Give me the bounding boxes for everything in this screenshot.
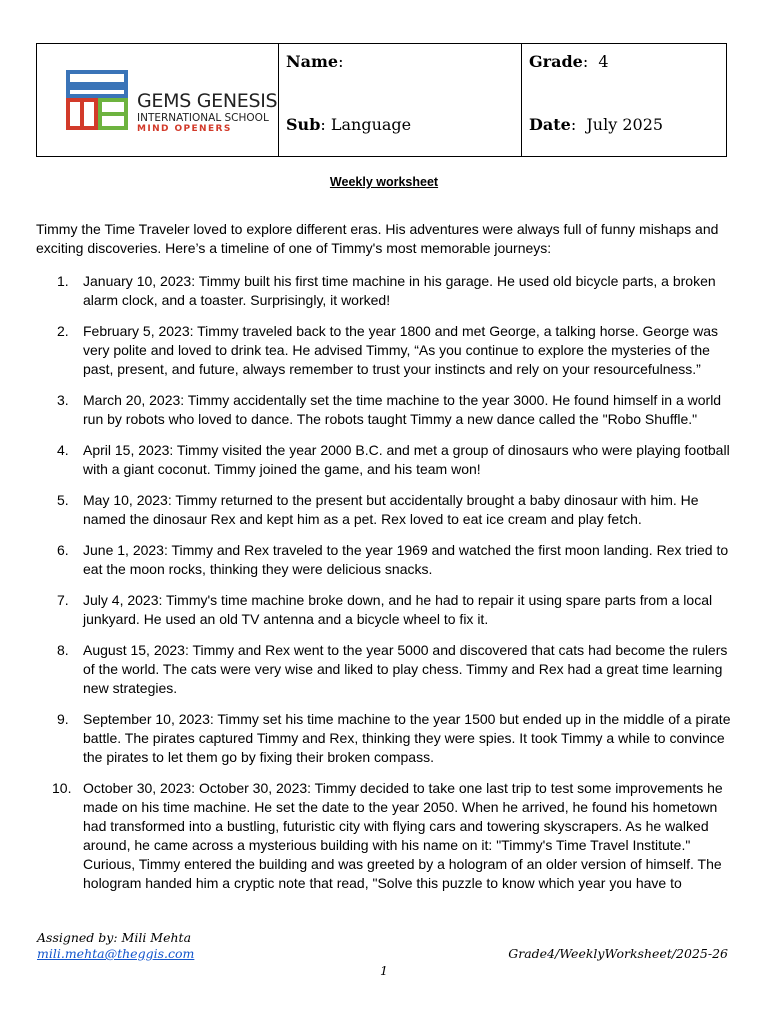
list-number: 10. <box>52 780 72 796</box>
list-number: 6. <box>57 542 69 558</box>
grade-label: Grade <box>529 52 583 71</box>
list-item <box>36 779 731 893</box>
logo-tagline: MIND OPENERS <box>137 124 232 134</box>
date-value: July 2025 <box>586 115 664 134</box>
subject-field: Sub: Language <box>286 115 412 134</box>
worksheet-title: Weekly worksheet <box>329 175 439 189</box>
list-number: 2. <box>57 323 69 339</box>
list-text: February 5, 2023: Timmy traveled back to the year 1800 and met George, a talking horse. George was very polite and loved to drink tea. He advised Timmy, “As you continue to explore the mysteries of the past, present, and future, always remember to trust your instincts and rely on your resourcefulness.” <box>83 323 719 377</box>
list-text: September 10, 2023: Timmy set his time machine to the year 1500 but ended up in the middle of a pirate battle. The pirates captured Timmy and Rex, thinking they were spies. It took Timmy a while to convince the pirates to let them go by fixing their broken compass. <box>83 711 731 765</box>
list-item <box>36 710 731 767</box>
logo-name: GEMS GENESIS <box>137 90 278 112</box>
teacher-email-link[interactable]: mili.mehta@theggis.com <box>37 946 195 961</box>
list-text: March 20, 2023: Timmy accidentally set the time machine to the year 3000. He found himself in a world run by robots who loved to dance. The robots taught Timmy a new dance called the "Robo Shuffle." <box>83 392 722 427</box>
worksheet-code: Grade4/WeeklyWorksheet/2025-26 <box>508 946 728 961</box>
date-field: Date: July 2025 <box>529 115 664 134</box>
list-item <box>36 541 731 579</box>
timeline-list <box>36 272 731 905</box>
list-number: 7. <box>57 592 69 608</box>
grade-value: 4 <box>598 52 609 71</box>
list-item <box>36 272 731 310</box>
name-sub-cell <box>279 44 522 156</box>
list-item <box>36 491 731 529</box>
list-item <box>36 391 731 429</box>
name-field: Name: <box>286 52 344 71</box>
sub-label: Sub <box>286 115 321 134</box>
list-number: 8. <box>57 642 69 658</box>
grade-date-cell <box>522 44 726 156</box>
list-item <box>36 322 731 379</box>
list-text: August 15, 2023: Timmy and Rex went to the year 5000 and discovered that cats had become the rulers of the world. The cats were very wise and liked to play chess. Timmy and Rex had a great time learning new strategies. <box>83 642 728 696</box>
list-number: 3. <box>57 392 69 408</box>
list-text: July 4, 2023: Timmy's time machine broke down, and he had to repair it using spare parts from a local junkyard. He used an old TV antenna and a bicycle wheel to fix it. <box>83 592 713 627</box>
list-number: 1. <box>57 273 69 289</box>
logo-school: INTERNATIONAL SCHOOL <box>137 112 269 124</box>
intro-paragraph: Timmy the Time Traveler loved to explore different eras. His adventures were always full of funny mishaps and exciting discoveries. Here’s a timeline of one of Timmy's most memorable journeys: <box>36 221 719 256</box>
page-number: 1 <box>380 963 388 978</box>
date-label: Date <box>529 115 571 134</box>
grade-field: Grade: 4 <box>529 52 609 71</box>
list-item <box>36 591 731 629</box>
assigned-by: Assigned by: Mili Mehta <box>37 930 192 945</box>
header-table <box>36 43 727 157</box>
footer-assigned <box>37 930 194 962</box>
list-item <box>36 641 731 698</box>
list-text: October 30, 2023: October 30, 2023: Timmy decided to take one last trip to test some improvements he made on his time machine. He set the date to the year 2050. When he arrived, he found his hometown had transformed into a bustling, futuristic city with flying cars and towering skyscrapers. As he walked around, he came across a mysterious building with his name on it: "Timmy's Time Travel Institute." Curious, Timmy entered the building and was greeted by a hologram of an older version of himself. The hologram handed him a cryptic note that read, "Solve this puzzle to know which year you have to <box>83 780 723 891</box>
list-text: January 10, 2023: Timmy built his first time machine in his garage. He used old bicycle parts, a broken alarm clock, and a toaster. Surprisingly, it worked! <box>83 273 716 308</box>
sub-value: Language <box>330 115 412 134</box>
list-number: 9. <box>57 711 69 727</box>
list-item <box>36 441 731 479</box>
list-text: April 15, 2023: Timmy visited the year 2000 B.C. and met a group of dinosaurs who were playing football with a giant coconut. Timmy joined the game, and his team won! <box>83 442 730 477</box>
logo-cell <box>37 44 279 156</box>
school-logo <box>66 70 276 132</box>
list-number: 5. <box>57 492 69 508</box>
list-text: June 1, 2023: Timmy and Rex traveled to the year 1969 and watched the first moon landing. Rex tried to eat the moon rocks, thinking they were delicious snacks. <box>83 542 729 577</box>
logo-mark-icon <box>66 70 130 132</box>
list-number: 4. <box>57 442 69 458</box>
list-text: May 10, 2023: Timmy returned to the present but accidentally brought a baby dinosaur with him. He named the dinosaur Rex and kept him as a pet. Rex loved to eat ice cream and play fetch. <box>83 492 699 527</box>
name-label: Name <box>286 52 339 71</box>
